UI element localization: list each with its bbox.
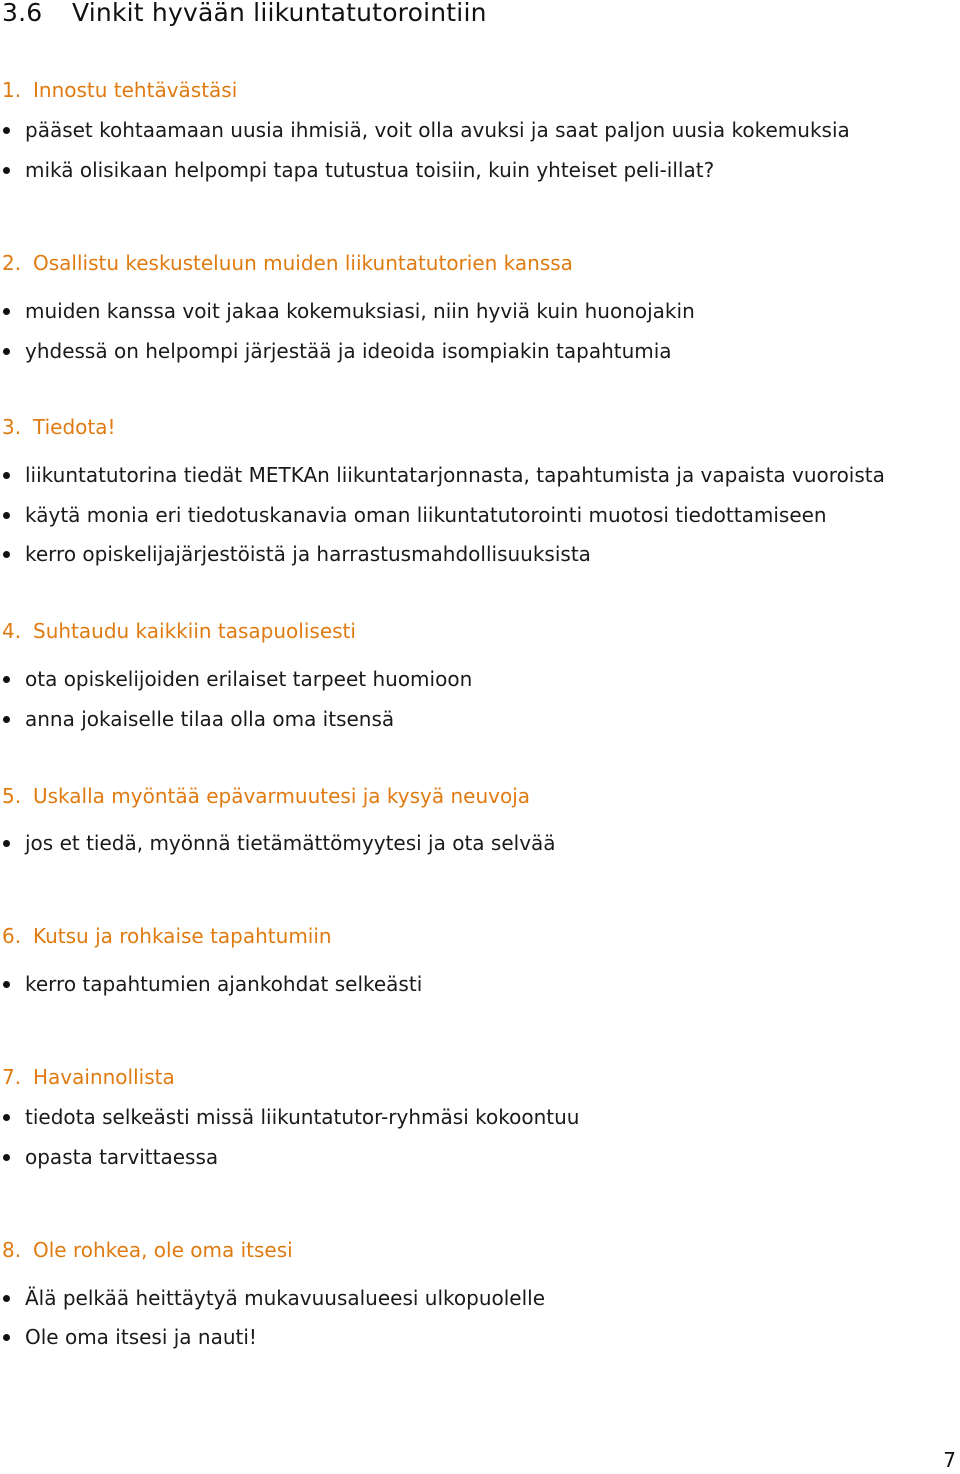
section-6-heading — [2, 922, 332, 950]
section-2-bullet-1 — [2, 297, 695, 325]
section-2-number: 2. — [2, 251, 22, 275]
section-7-number: 7. — [2, 1065, 22, 1089]
section-8-bullet-2 — [2, 1323, 257, 1351]
bullet-dot-icon — [3, 1114, 10, 1121]
section-1-number: 1. — [2, 78, 22, 102]
section-4-heading — [2, 617, 356, 645]
section-7-bullet-2 — [2, 1143, 218, 1171]
bullet-dot-icon — [3, 551, 10, 558]
section-1-heading — [2, 76, 237, 104]
section-4-number: 4. — [2, 619, 22, 643]
section-7-heading — [2, 1063, 175, 1091]
bullet-dot-icon — [3, 1295, 10, 1302]
bullet-text: yhdessä on helpompi järjestää ja ideoida isompiakin tapahtumia — [25, 339, 672, 363]
bullet-text: kerro tapahtumien ajankohdat selkeästi — [25, 972, 423, 996]
bullet-text: kerro opiskelijajärjestöistä ja harrastusmahdollisuuksista — [25, 542, 591, 566]
bullet-dot-icon — [3, 1154, 10, 1161]
bullet-dot-icon — [3, 308, 10, 315]
bullet-text: ota opiskelijoiden erilaiset tarpeet huomioon — [25, 667, 473, 691]
bullet-text: liikuntatutorina tiedät METKAn liikuntatarjonnasta, tapahtumista ja vapaista vuoroista — [25, 463, 885, 487]
bullet-text: opasta tarvittaessa — [25, 1145, 219, 1169]
bullet-text: Ole oma itsesi ja nauti! — [25, 1325, 257, 1349]
section-8-heading — [2, 1236, 293, 1264]
section-3-heading — [2, 413, 116, 441]
section-1-bullet-2 — [2, 156, 714, 184]
page-number: 7 — [943, 1448, 956, 1472]
section-2-heading-text: Osallistu keskusteluun muiden liikuntatutorien kanssa — [33, 251, 573, 275]
bullet-text: pääset kohtaamaan uusia ihmisiä, voit olla avuksi ja saat paljon uusia kokemuksia — [25, 118, 850, 142]
bullet-dot-icon — [3, 167, 10, 174]
section-3-number: 3. — [2, 415, 22, 439]
section-3-bullet-2 — [2, 501, 827, 529]
bullet-dot-icon — [3, 981, 10, 988]
section-3-heading-text: Tiedota! — [33, 415, 116, 439]
bullet-text: käytä monia eri tiedotuskanavia oman liikuntatutorointi muotosi tiedottamiseen — [25, 503, 827, 527]
section-6-number: 6. — [2, 924, 22, 948]
section-3-bullet-1 — [2, 461, 885, 489]
bullet-text: tiedota selkeästi missä liikuntatutor-ryhmäsi kokoontuu — [25, 1105, 580, 1129]
bullet-dot-icon — [3, 348, 10, 355]
bullet-dot-icon — [3, 127, 10, 134]
bullet-dot-icon — [3, 676, 10, 683]
bullet-dot-icon — [3, 512, 10, 519]
section-7-heading-text: Havainnollista — [33, 1065, 175, 1089]
section-4-heading-text: Suhtaudu kaikkiin tasapuolisesti — [33, 619, 356, 643]
page-title — [2, 0, 487, 27]
section-1-heading-text: Innostu tehtävästäsi — [33, 78, 238, 102]
section-8-number: 8. — [2, 1238, 22, 1262]
section-8-heading-text: Ole rohkea, ole oma itsesi — [33, 1238, 293, 1262]
section-5-number: 5. — [2, 784, 22, 808]
section-3-bullet-3 — [2, 540, 591, 568]
bullet-dot-icon — [3, 472, 10, 479]
section-6-heading-text: Kutsu ja rohkaise tapahtumiin — [33, 924, 332, 948]
section-7-bullet-1 — [2, 1103, 579, 1131]
bullet-dot-icon — [3, 1334, 10, 1341]
bullet-text: anna jokaiselle tilaa olla oma itsensä — [25, 707, 395, 731]
section-2-bullet-2 — [2, 337, 672, 365]
page-title-number: 3.6 — [2, 0, 43, 27]
section-5-heading-text: Uskalla myöntää epävarmuutesi ja kysyä neuvoja — [33, 784, 531, 808]
bullet-dot-icon — [3, 716, 10, 723]
section-6-bullet-1 — [2, 970, 422, 998]
section-8-bullet-1 — [2, 1284, 545, 1312]
section-5-heading — [2, 782, 530, 810]
section-4-bullet-1 — [2, 665, 472, 693]
bullet-text: mikä olisikaan helpompi tapa tutustua toisiin, kuin yhteiset peli-illat? — [25, 158, 715, 182]
bullet-text: muiden kanssa voit jakaa kokemuksiasi, niin hyviä kuin huonojakin — [25, 299, 695, 323]
section-2-heading — [2, 249, 573, 277]
page-title-text: Vinkit hyvään liikuntatutorointiin — [72, 0, 487, 27]
bullet-text: jos et tiedä, myönnä tietämättömyytesi ja ota selvää — [25, 831, 556, 855]
bullet-dot-icon — [3, 840, 10, 847]
section-1-bullet-1 — [2, 116, 850, 144]
bullet-text: Älä pelkää heittäytyä mukavuusalueesi ulkopuolelle — [25, 1286, 546, 1310]
section-5-bullet-1 — [2, 829, 556, 857]
section-4-bullet-2 — [2, 705, 394, 733]
